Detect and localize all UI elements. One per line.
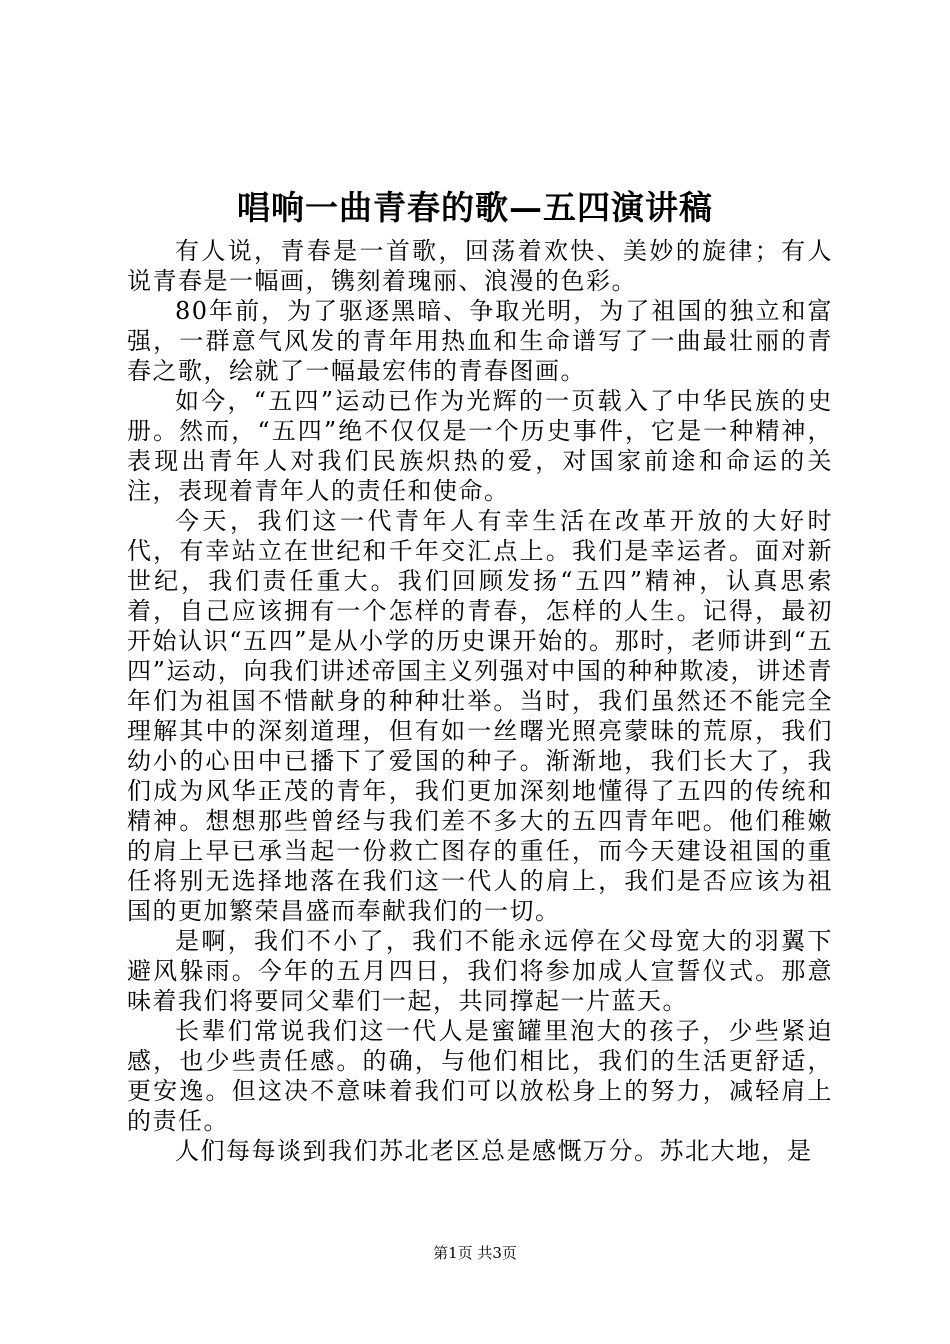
document-title: 唱响一曲青春的歌—五四演讲稿 [237, 188, 713, 227]
page-footer: 第1页 共3页 [433, 1244, 517, 1262]
paragraph: 今天，我们这一代青年人有幸生活在改革开放的大好时代，有幸站立在世纪和千年交汇点上。我们是幸运者。面对新世纪，我们责任重大。我们回顾发扬“五四”精神，认真思索着，自己应该拥有一个怎样的青春，怎样的人生。记得，最初开始认识“五四”是从小学的历史课开始的。那时，老师讲到“五四”运动，向我们讲述帝国主义列强对中国的种种欺凌，讲述青年们为祖国不惜献身的种种壮举。当时，我们虽然还不能完全理解其中的深刻道理，但有如一丝曙光照亮蒙昧的荒原，我们幼小的心田中已播下了爱国的种子。渐渐地，我们长大了，我们成为风华正茂的青年，我们更加深刻地懂得了五四的传统和精神。想想那些曾经与我们差不多大的五四青年吧。他们稚嫩的肩上早已承当起一份救亡图存的重任，而今天建设祖国的重任将别无选择地落在我们这一代人的肩上，我们是否应该为祖国的更加繁荣昌盛而奉献我们的一切。 [127, 507, 833, 925]
paragraph: 是啊，我们不小了，我们不能永远停在父母宽大的羽翼下避风躲雨。今年的五月四日，我们将参加成人宣誓仪式。那意味着我们将要同父辈们一起，共同撑起一片蓝天。 [127, 927, 833, 1015]
paragraph: 有人说，青春是一首歌，回荡着欢快、美妙的旋律；有人说青春是一幅画，镌刻着瑰丽、浪漫的色彩。 [127, 237, 833, 295]
paragraph: 长辈们常说我们这一代人是蜜罐里泡大的孩子，少些紧迫感，也少些责任感。的确，与他们相比，我们的生活更舒适，更安逸。但这决不意味着我们可以放松身上的努力，减轻肩上的责任。 [127, 1017, 833, 1135]
paragraph: 人们每每谈到我们苏北老区总是感慨万分。苏北大地，是 [175, 1137, 813, 1165]
document-body [127, 236, 833, 1166]
paragraph: 如今，“五四”运动已作为光辉的一页载入了中华民族的史册。然而，“五四”绝不仅仅是一个历史事件，它是一种精神，表现出青年人对我们民族炽热的爱，对国家前途和命运的关注，表现着青年人的责任和使命。 [127, 387, 833, 505]
paragraph: 80年前，为了驱逐黑暗、争取光明，为了祖国的独立和富强，一群意气风发的青年用热血和生命谱写了一曲最壮丽的青春之歌，绘就了一幅最宏伟的青春图画。 [127, 297, 833, 385]
